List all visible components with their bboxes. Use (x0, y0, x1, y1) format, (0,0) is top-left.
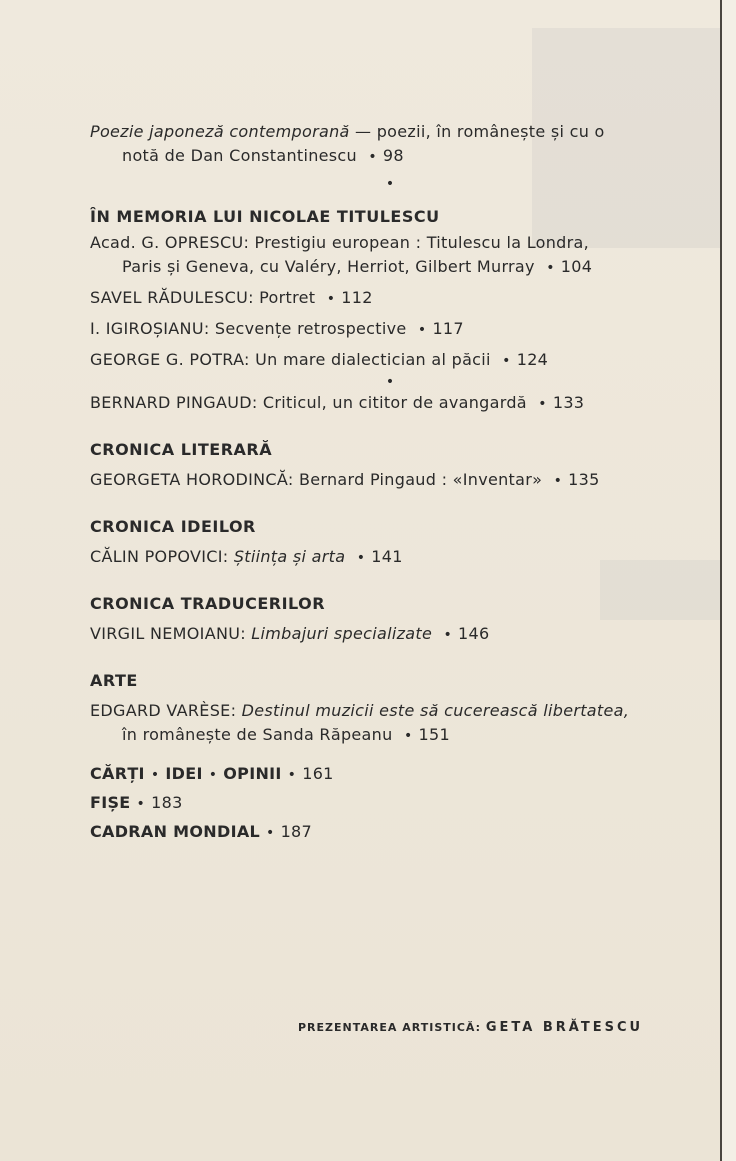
heading-cronica-traducerilor: CRONICA TRADUCERILOR (90, 594, 326, 613)
separator-dot: • (385, 374, 395, 390)
entry-author: BERNARD PINGAUD (90, 393, 252, 412)
entry-horodinca (90, 468, 690, 493)
opinii-label: OPINII (223, 764, 282, 783)
bullet: • (208, 767, 218, 783)
entry-author: CĂLIN POPOVICI (90, 547, 223, 566)
cadran-label: CADRAN MONDIAL (90, 822, 260, 841)
entry-author: GEORGE G. POTRA (90, 350, 245, 369)
heading-cronica-literara: CRONICA LITERARĂ (90, 440, 273, 459)
bullet: • (502, 353, 511, 369)
intro-title: Poezie japoneză contemporană (90, 122, 350, 141)
fise-label: FIȘE (90, 793, 131, 812)
heading-cronica-ideilor: CRONICA IDEILOR (90, 517, 256, 536)
entry-page: 151 (418, 725, 450, 744)
entry-potra (90, 348, 690, 373)
entry-page: 135 (568, 470, 600, 489)
entry-author: EDGARD VARÈSE (90, 701, 231, 720)
entry-author: I. IGIROȘIANU (90, 319, 204, 338)
entry-page: 117 (432, 319, 464, 338)
carti-label: CĂRȚI (90, 764, 145, 783)
entry-nemoianu: VIRGIL NEMOIANU: Limbajuri specializate • 146 (90, 624, 490, 643)
entry-title-2: Paris și Geneva, cu Valéry, Herriot, Gilbert Murray (122, 257, 535, 276)
entry-page: 161 (302, 764, 334, 783)
entry-title: : Prestigiu european : Titulescu la Londra, (243, 233, 590, 252)
bullet: • (538, 396, 547, 412)
entry-igirosianu (90, 317, 690, 342)
heading-memoria: ÎN MEMORIA LUI NICOLAE TITULESCU (90, 207, 440, 226)
bullet: • (546, 260, 555, 276)
entry-cadran (90, 820, 690, 845)
entry-page: 141 (371, 547, 403, 566)
credit-label: PREZENTAREA ARTISTICĂ: (298, 1021, 482, 1034)
bullet: • (553, 473, 563, 489)
bullet: • (150, 767, 160, 783)
bullet: • (136, 796, 146, 812)
entry-author: VIRGIL NEMOIANU (90, 624, 241, 643)
bullet: • (403, 728, 413, 744)
intro-text: — poezii, în românește și cu o (349, 122, 605, 141)
heading-arte: ARTE (90, 671, 138, 690)
entry-author: Acad. G. OPRESCU (90, 233, 244, 252)
idei-label: IDEI (165, 764, 203, 783)
bullet: • (266, 825, 275, 841)
entry-title-2: în românește de Sanda Răpeanu (122, 725, 393, 744)
entry-page: 112 (341, 288, 373, 307)
artistic-credit (298, 1020, 643, 1035)
entry-page: 133 (552, 393, 585, 412)
entry-title: : Portret (248, 288, 316, 307)
bullet: • (443, 627, 453, 643)
entry-title: : Criticul, un cititor de avangardă (251, 393, 527, 412)
intro-entry (90, 120, 690, 169)
intro-page: 98 (382, 146, 404, 165)
bullet: • (417, 322, 427, 338)
entry-carti (90, 762, 690, 787)
entry-popovici: CĂLIN POPOVICI: Știința și arta • 141 (90, 547, 403, 566)
credit-name: GETA BRĂTESCU (485, 1020, 644, 1035)
entry-page: 146 (458, 624, 490, 643)
entry-page: 104 (560, 257, 593, 276)
entry-page: 187 (280, 822, 313, 841)
bullet: • (368, 149, 377, 165)
entry-varese: EDGARD VARÈSE: Destinul muzicii este să cucerească libertatea, în românește de Sanda Răpeanu • 151 (90, 701, 630, 744)
entry-title: : Bernard Pingaud : «Inventar» (287, 470, 543, 489)
entry-page: 124 (516, 350, 549, 369)
intro-text-2: notă de Dan Constantinescu (122, 146, 357, 165)
entry-title: : Un mare dialectician al păcii (244, 350, 491, 369)
bullet: • (287, 767, 297, 783)
entry-title: Limbajuri specializate (251, 624, 433, 643)
entry-title: Destinul muzicii este să cucerească libertatea, (241, 701, 630, 720)
entry-fise (90, 791, 690, 816)
bullet: • (356, 550, 366, 566)
table-of-contents (90, 120, 690, 845)
entry-author: SAVEL RĂDULESCU (90, 288, 249, 307)
page-edge (720, 0, 736, 1161)
entry-title: : Secvențe retrospective (203, 319, 407, 338)
entry-radulescu (90, 286, 690, 311)
entry-page: 183 (151, 793, 183, 812)
entry-title: Știința și arta (233, 547, 346, 566)
entry-author: GEORGETA HORODINCĂ (90, 470, 288, 489)
bullet: • (326, 291, 336, 307)
entry-oprescu (90, 231, 690, 280)
separator-dot: • (385, 176, 395, 192)
entry-pingaud (90, 391, 690, 416)
